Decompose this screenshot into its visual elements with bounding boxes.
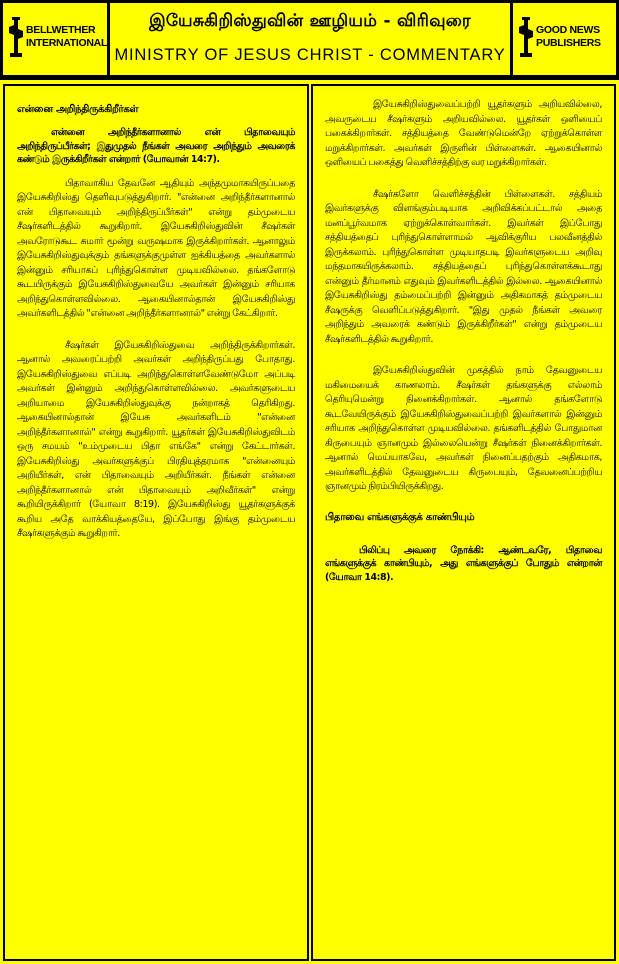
- right-publisher-box: [513, 3, 616, 75]
- left-column: [3, 84, 309, 961]
- verse-quote: என்னை அறிந்தீர்களானால் என் பிதாவையும் அறிந்திருப்பீர்கள்; இதுமுதல் நீங்கள் அவரை அறிந்தும் அவரைக் கண்டும் இருக்கிறீர்கள் என்றார் (யோவான் 14:7).: [17, 127, 295, 165]
- page-header: [0, 0, 619, 80]
- bellwether-logo-icon: [9, 17, 23, 57]
- paragraph: இயேசுகிறிஸ்துவின் முகத்தில் நாம் தேவனுடைய மகிமையைக் காணலாம். சீஷர்கள் தங்களுக்கு எல்லாம் தெரியுமென்று நினைக்கிறார்கள். ஆனால் தங்களோடு கூடவேயிருக்கும் இயேசுகிறிஸ்துவைப்பற்றி இவர்களால் இன்னும் சரியாக அறிந்துகொள்ள முடியவில்லை. தங்களிடத்தில் போதுமான கிருபையும் ஞானமும் இல்லையென்று சீஷர்கள் நினைக்கிறார்கள். ஆனால் மெய்யாகவே, அவர்கள் நினைப்பதற்கும் அதிகமாக, அவர்களிடத்தில் தேவனுடைய கிருபையும், தேவனைப்பற்றிய ஞானமும் நிரம்பியிருக்கிறது.: [325, 365, 602, 492]
- tamil-title: இயேசுகிறிஸ்துவின் ஊழியம் - விரிவுரை: [149, 11, 471, 31]
- paragraph: சீஷர்கள் இயேசுகிறிஸ்துவை அறிந்திருக்கிறார்கள். ஆனால் அவரைப்பற்றி அவர்கள் அறிந்திருப்பது போதாது. இயேசுகிறிஸ்துவை எப்படி அறிந்துகொள்ளவேண்டுமோ அப்படி அவர்கள் இன்னும் அறிந்துகொள்ளவில்லை. அவர்களுடைய அறியாமை இயேசுகிறிஸ்துவுக்கு நன்றாகத் தெரிகிறது. ஆகையினால்தான் இயேசு அவர்களிடம் "என்னை அறிந்தீர்களானால்" என்று கூறுகிறார். யூதர்கள் இயேசுகிறிஸ்துவிடம் ஒரு சமயம் "உம்முடைய பிதா எங்கே" என்று கேட்டார்கள். இயேசுகிறிஸ்து அவர்களுக்குப் பிரதியுத்தரமாக "என்னையும் அறியீர்கள், என் பிதாவையும் அறியீர்கள். நீங்கள் என்னை அறிந்தீர்களானால் என் பிதாவையும் அறிவீர்கள்" என்று கூறியிருக்கிறார் (யோவா 8:19). இயேசுகிறிஸ்து யூதர்களுக்குக் கூறிய அதே வாக்கியத்தையே, இப்போது இங்கு தம்முடைய சீஷர்களுக்கும் கூறுகிறார்.: [17, 339, 295, 539]
- title-box: [110, 3, 510, 75]
- bellwether-publisher-name: [26, 24, 107, 50]
- right-column: [311, 84, 616, 961]
- good-news-publisher-name: [536, 24, 601, 50]
- paragraph: பிதாவாகிய தேவனே ஆதியும் அந்தமுமாகயிருப்பதை இயேசுகிறிஸ்து தெளிவுபடுத்துகிறார். "என்னை அறிந்தீர்களானால் என் பிதாவையும் அறிந்திருப்பீர்கள்" என்று தம்முடைய சீஷர்களிடத்தில் கூறுகிறார். இயேசுகிறிஸ்துவின் சீஷர்கள் அவரோடுகூட சுமார் மூன்று வருஷமாக இருக்கிறார்கள். ஆனாலும் இயேசுகிறிஸ்துவுக்கும் தங்களுக்குமுள்ள ஐக்கியத்தை அவர்களால் இன்னும் சரியாகப் புரிந்துகொள்ள முடியவில்லை. தங்களோடு கூடயிருக்கும் இயேசுகிறிஸ்துவையே அவர்கள் இன்னும் சரியாக அறிந்துகொள்ளவில்லை. ஆகையினால்தான் இயேசுகிறிஸ்து அவர்களிடத்தில் "என்னை அறிந்தீர்களானால்" என்று கேட்கிறார்.: [17, 177, 295, 319]
- paragraph: சீஷர்களோ வெளிச்சத்தின் பிள்ளைகள். சத்தியம் இவர்களுக்கு விளங்கும்படியாக அறிவிக்கப்பட்டால் அதை மனப்பூர்வமாக ஏற்றுக்கொள்வார்கள். இவர்கள் இப்போது சத்தியத்தைப் புரிந்துகொள்ளாமல் ஆவிக்குரிய பலவீனத்தில் இருக்கலாம். புரிந்துகொள்ள முடியாதபடி இவர்களுடைய அறிவு மந்தமாகயிருக்கலாம். சத்தியத்தைப் புரிந்துகொள்ளக்கூடாது என்னும் தீர்மானம் எதுவும் இவர்களிடத்தில் இல்லை. ஆகையினால் இயேசுகிறிஸ்து தம்மைப்பற்றி இன்னும் அதிகமாகத் தம்முடைய சீஷருக்கு வெளிப்படுத்துகிறார். "இது முதல் நீங்கள் அவரை அறிந்தும் அவரைக் கண்டும் இருக்கிறீர்கள்" என்று தம்முடைய சீஷர்களிடத்தில் கூறுகிறார்.: [325, 188, 602, 345]
- bellwether-logo-block: [9, 17, 107, 57]
- section-heading: என்னை அறிந்திருக்கிறீர்கள்: [17, 104, 139, 115]
- good-news-line2: PUBLISHERS: [536, 37, 601, 49]
- section-heading: பிதாவை எங்களுக்குக் காண்பியும்: [325, 511, 475, 523]
- good-news-line1: GOOD NEWS: [536, 24, 600, 36]
- bellwether-line2: INTERNATIONAL: [26, 37, 108, 49]
- good-news-logo-icon: [519, 17, 533, 57]
- good-news-logo-block: [519, 17, 601, 57]
- paragraph: இயேசுகிறிஸ்துவைப்பற்றி யூதர்களும் அறியவில்லை, அவருடைய சீஷர்களும் அறியவில்லை. யூதர்கள் ஒளியைப் பகைக்கிறார்கள். சத்தியத்தை வேண்டுமென்றே ஏற்றுக்கொள்ள மறுக்கிறார்கள். அவர்கள் இருளின் பிள்ளைகள். ஆகையினால் ஒளியைப் பகைத்து வெளிச்சத்திற்கு வர மறுக்கிறார்கள்.: [325, 99, 602, 168]
- left-publisher-box: [3, 3, 107, 75]
- bellwether-line1: BELLWETHER: [26, 24, 96, 36]
- verse-quote: பிலிப்பு அவரை நோக்கி: ஆண்டவரே, பிதாவை எங்களுக்குக் காண்பியும், அது எங்களுக்குப் போதும் என்றான் (யோவா 14:8).: [325, 544, 602, 583]
- english-title: MINISTRY OF JESUS CHRIST - COMMENTARY: [114, 46, 506, 64]
